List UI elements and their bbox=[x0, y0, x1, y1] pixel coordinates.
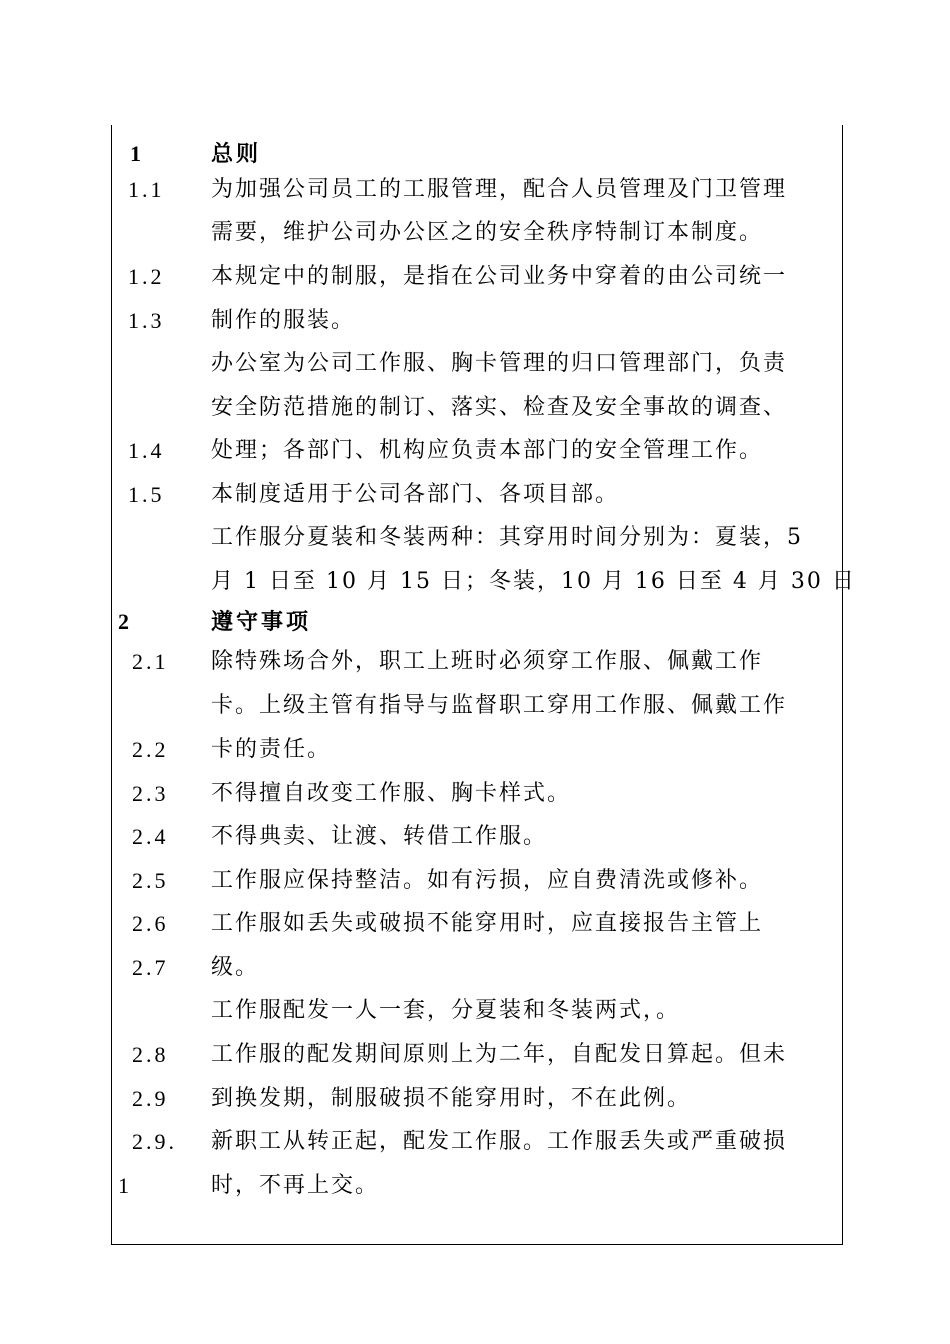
paragraph-line: 本制度适用于公司各部门、各项目部。 bbox=[211, 482, 620, 507]
item-number: 2.7 bbox=[132, 955, 169, 980]
paragraph-line: 不得典卖、让渡、转借工作服。 bbox=[211, 824, 548, 849]
paragraph-line: 级。 bbox=[211, 955, 260, 980]
item-number: 1.4 bbox=[128, 438, 165, 463]
paragraph-line: 卡的责任。 bbox=[211, 737, 332, 762]
item-number: 2.5 bbox=[132, 868, 169, 893]
paragraph-line: 制作的服装。 bbox=[211, 308, 356, 333]
item-number: 2.8 bbox=[132, 1042, 169, 1067]
item-number: 1 bbox=[118, 1173, 132, 1198]
section-title: 总则 bbox=[211, 141, 262, 167]
paragraph-line: 到换发期，制服破损不能穿用时，不在此例。 bbox=[211, 1086, 692, 1111]
item-number: 1.2 bbox=[128, 264, 165, 289]
paragraph-line: 为加强公司员工的工服管理，配合人员管理及门卫管理 bbox=[211, 177, 788, 202]
paragraph-line: 卡。上级主管有指导与监督职工穿用工作服、佩戴工作 bbox=[211, 693, 788, 718]
paragraph-line: 不得擅自改变工作服、胸卡样式。 bbox=[211, 781, 572, 806]
paragraph-line: 工作服分夏装和冬装两种：其穿用时间分别为：夏装，5 bbox=[211, 525, 803, 550]
item-number: 2.1 bbox=[132, 649, 169, 674]
item-number: 2.9. bbox=[132, 1129, 177, 1154]
paragraph-line: 新职工从转正起，配发工作服。工作服丢失或严重破损 bbox=[211, 1129, 788, 1154]
paragraph-line: 时，不再上交。 bbox=[211, 1173, 380, 1198]
paragraph-line: 工作服配发一人一套，分夏装和冬装两式，。 bbox=[211, 998, 681, 1023]
section-number: 1 bbox=[130, 141, 144, 166]
paragraph-line: 需要，维护公司办公区之的安全秩序特制订本制度。 bbox=[211, 220, 764, 245]
item-number: 2.6 bbox=[132, 911, 169, 936]
paragraph-line: 本规定中的制服，是指在公司业务中穿着的由公司统一 bbox=[211, 264, 788, 289]
section-title: 遵守事项 bbox=[211, 609, 312, 635]
item-number: 1.5 bbox=[128, 482, 165, 507]
item-number: 2.4 bbox=[132, 824, 169, 849]
item-number: 2.2 bbox=[132, 737, 169, 762]
item-number: 1.1 bbox=[128, 177, 165, 202]
paragraph-line: 处理；各部门、机构应负责本部门的安全管理工作。 bbox=[211, 438, 764, 463]
section-number: 2 bbox=[118, 609, 132, 634]
paragraph-line: 工作服应保持整洁。如有污损，应自费清洗或修补。 bbox=[211, 868, 764, 893]
paragraph-line: 工作服的配发期间原则上为二年，自配发日算起。但未 bbox=[211, 1042, 788, 1067]
paragraph-line: 除特殊场合外，职工上班时必须穿工作服、佩戴工作 bbox=[211, 649, 764, 674]
item-number: 2.3 bbox=[132, 781, 169, 806]
paragraph-line: 安全防范措施的制订、落实、检查及安全事故的调查、 bbox=[211, 395, 788, 420]
document-frame bbox=[111, 125, 843, 1245]
paragraph-line: 办公室为公司工作服、胸卡管理的归口管理部门，负责 bbox=[211, 351, 788, 376]
item-number: 1.3 bbox=[128, 308, 165, 333]
paragraph-line: 工作服如丢失或破损不能穿用时，应直接报告主管上 bbox=[211, 911, 764, 936]
item-number: 2.9 bbox=[132, 1086, 169, 1111]
paragraph-line: 月 1 日至 10 月 15 日；冬装，10 月 16 日至 4 月 30 日 bbox=[211, 569, 856, 594]
